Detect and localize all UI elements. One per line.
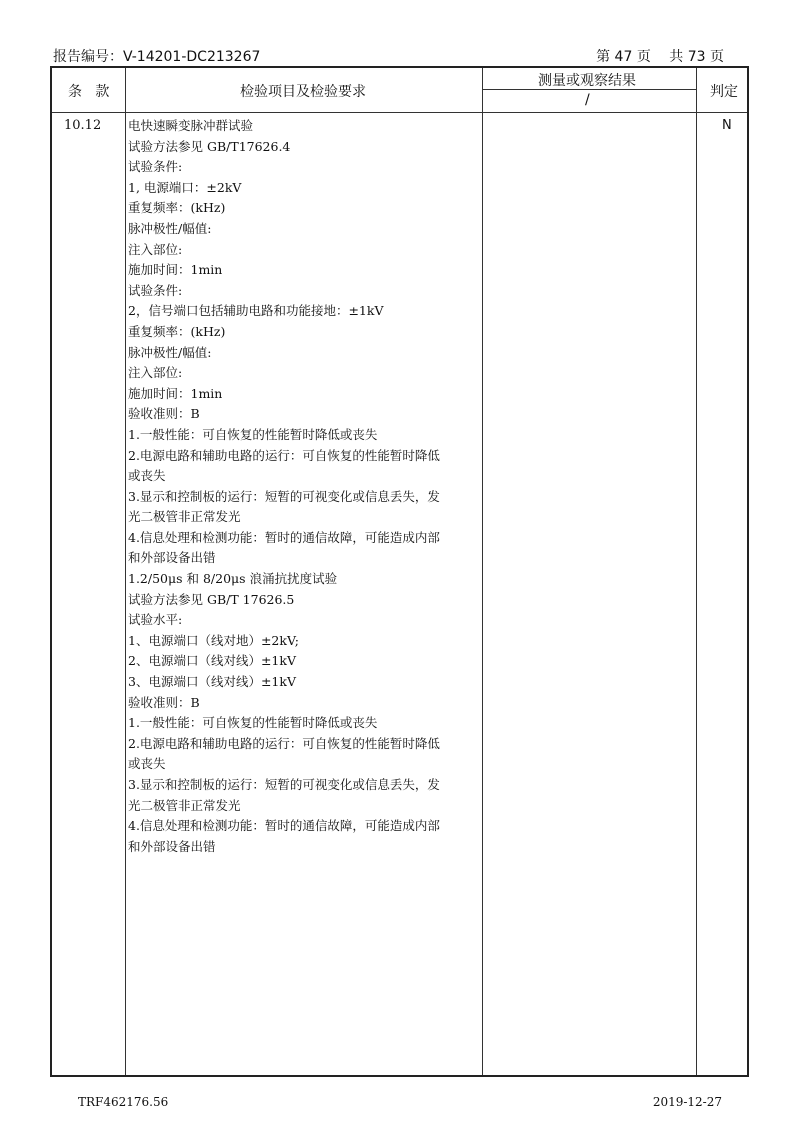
requirement-line: 重复频率：(kHz) xyxy=(128,200,226,216)
requirements-text xyxy=(128,116,483,857)
page-number: 第 47 页 xyxy=(596,49,651,65)
requirement-line: 2.电源电路和辅助电路的运行：可自恢复的性能暂时降低 xyxy=(128,447,440,463)
requirement-line: 2，信号端口包括辅助电路和功能接地：±1kV xyxy=(128,303,384,319)
page-indicator xyxy=(592,46,724,66)
requirement-line: 试验方法参见 GB/T17626.4 xyxy=(128,138,291,154)
requirement-line: 施加时间：1min xyxy=(128,262,223,278)
column-divider xyxy=(696,68,697,1075)
clause-number: 10.12 xyxy=(64,118,102,133)
requirement-line: 电快速瞬变脉冲群试验 xyxy=(128,118,254,133)
col-items-header: 检验项目及检验要求 xyxy=(240,84,366,100)
requirement-line: 2.电源电路和辅助电路的运行：可自恢复的性能暂时降低 xyxy=(128,735,440,751)
header-divider xyxy=(52,112,747,113)
requirement-line: 光二极管非正常发光 xyxy=(128,509,241,525)
requirement-line: 2、电源端口（线对线）±1kV xyxy=(128,653,296,669)
requirement-line: 重复频率：(kHz) xyxy=(128,323,226,339)
requirement-line: 或丧失 xyxy=(128,468,166,484)
requirement-line: 施加时间：1min xyxy=(128,385,223,401)
requirement-line: 1.2/50μs 和 8/20μs 浪涌抗扰度试验 xyxy=(128,571,338,587)
requirement-line: 验收准则：B xyxy=(128,406,200,422)
form-number: TRF462176.56 xyxy=(78,1095,169,1109)
col-verdict-header: 判定 xyxy=(710,84,738,100)
requirement-line: 试验水平: xyxy=(128,612,183,628)
inspection-table xyxy=(50,66,749,1077)
requirement-line: 试验条件: xyxy=(128,282,183,298)
requirement-line: 脉冲极性/幅值: xyxy=(128,344,212,360)
column-divider xyxy=(125,68,126,1075)
requirement-line: 和外部设备出错 xyxy=(128,550,216,566)
requirement-line: 注入部位: xyxy=(128,241,183,257)
requirement-line: 光二极管非正常发光 xyxy=(128,797,241,813)
requirement-line: 试验方法参见 GB/T 17626.5 xyxy=(128,591,295,607)
requirement-line: 和外部设备出错 xyxy=(128,838,216,854)
requirement-line: 4.信息处理和检测功能：暂时的通信故障，可能造成内部 xyxy=(128,529,440,545)
page-total: 共 73 页 xyxy=(669,49,724,65)
requirement-line: 3.显示和控制板的运行：短暂的可视变化或信息丢失，发 xyxy=(128,777,440,792)
col-clause-header: 条 款 xyxy=(68,84,110,100)
requirement-line: 注入部位: xyxy=(128,365,183,381)
col-results-subheader: / xyxy=(585,92,590,108)
requirement-line: 1.一般性能：可自恢复的性能暂时降低或丧失 xyxy=(128,715,378,731)
col-results-header: 测量或观察结果 xyxy=(538,73,636,89)
requirement-line: 1.一般性能：可自恢复的性能暂时降低或丧失 xyxy=(128,426,378,442)
verdict-value: N xyxy=(722,118,732,133)
requirement-line: 3.显示和控制板的运行：短暂的可视变化或信息丢失，发 xyxy=(128,488,440,504)
requirement-line: 验收准则：B xyxy=(128,694,200,710)
report-number: 报告编号：V-14201-DC213267 xyxy=(53,49,261,65)
requirement-line: 3、电源端口（线对线）±1kV xyxy=(128,674,296,690)
requirement-line: 4.信息处理和检测功能：暂时的通信故障，可能造成内部 xyxy=(128,818,440,834)
requirement-line: 1、电源端口（线对地）±2kV; xyxy=(128,632,299,648)
requirement-line: 1, 电源端口：±2kV xyxy=(128,179,242,195)
requirement-line: 或丧失 xyxy=(128,756,166,772)
requirement-line: 脉冲极性/幅值: xyxy=(128,220,212,236)
issue-date: 2019-12-27 xyxy=(652,1095,722,1109)
requirement-line: 试验条件: xyxy=(128,159,183,175)
